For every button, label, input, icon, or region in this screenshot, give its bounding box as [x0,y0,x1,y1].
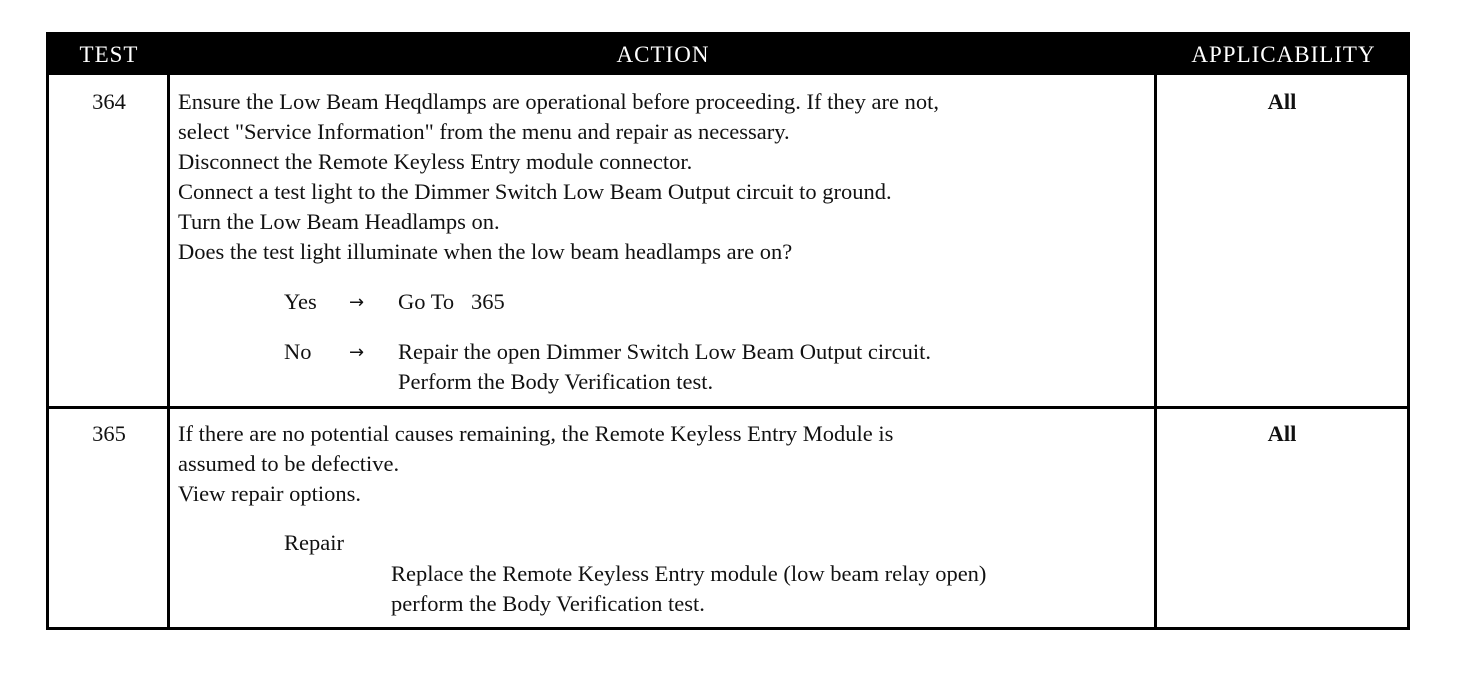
action-line: Ensure the Low Beam Heqdlamps are operational before proceeding. If they are not, [178,89,939,114]
row-divider [49,406,1407,409]
arrow-icon: → [349,342,365,363]
no-result: Perform the Body Verification test. [398,369,714,394]
no-label: No [284,339,312,364]
header-test: TEST [79,42,139,67]
action-line: Does the test light illuminate when the low beam headlamps are on? [178,239,793,264]
test-number: 365 [92,421,126,446]
test-number: 364 [92,89,126,114]
header-applicability: APPLICABILITY [1191,42,1376,67]
yes-label: Yes [284,289,317,314]
no-result: Repair the open Dimmer Switch Low Beam Output circuit. [398,339,932,364]
applicability-value: All [1267,89,1297,114]
action-line: Turn the Low Beam Headlamps on. [178,209,500,234]
action-line: assumed to be defective. [178,451,400,476]
column-divider [1154,75,1157,630]
action-line: If there are no potential causes remaining, the Remote Keyless Entry Module is [178,421,894,446]
action-line: View repair options. [178,481,361,506]
column-divider [167,75,170,630]
yes-result: Go To 365 [398,289,505,314]
applicability-value: All [1267,421,1297,446]
repair-label: Repair [284,530,344,555]
header-action: ACTION [616,42,710,67]
repair-text: Replace the Remote Keyless Entry module (low beam relay open) [391,561,987,586]
arrow-icon: → [349,292,365,313]
diagnostic-table [46,32,1410,630]
action-line: select "Service Information" from the menu and repair as necessary. [178,119,790,144]
action-line: Connect a test light to the Dimmer Switch Low Beam Output circuit to ground. [178,179,892,204]
action-line: Disconnect the Remote Keyless Entry module connector. [178,149,693,174]
table-header [49,35,1407,75]
repair-text: perform the Body Verification test. [391,591,705,616]
